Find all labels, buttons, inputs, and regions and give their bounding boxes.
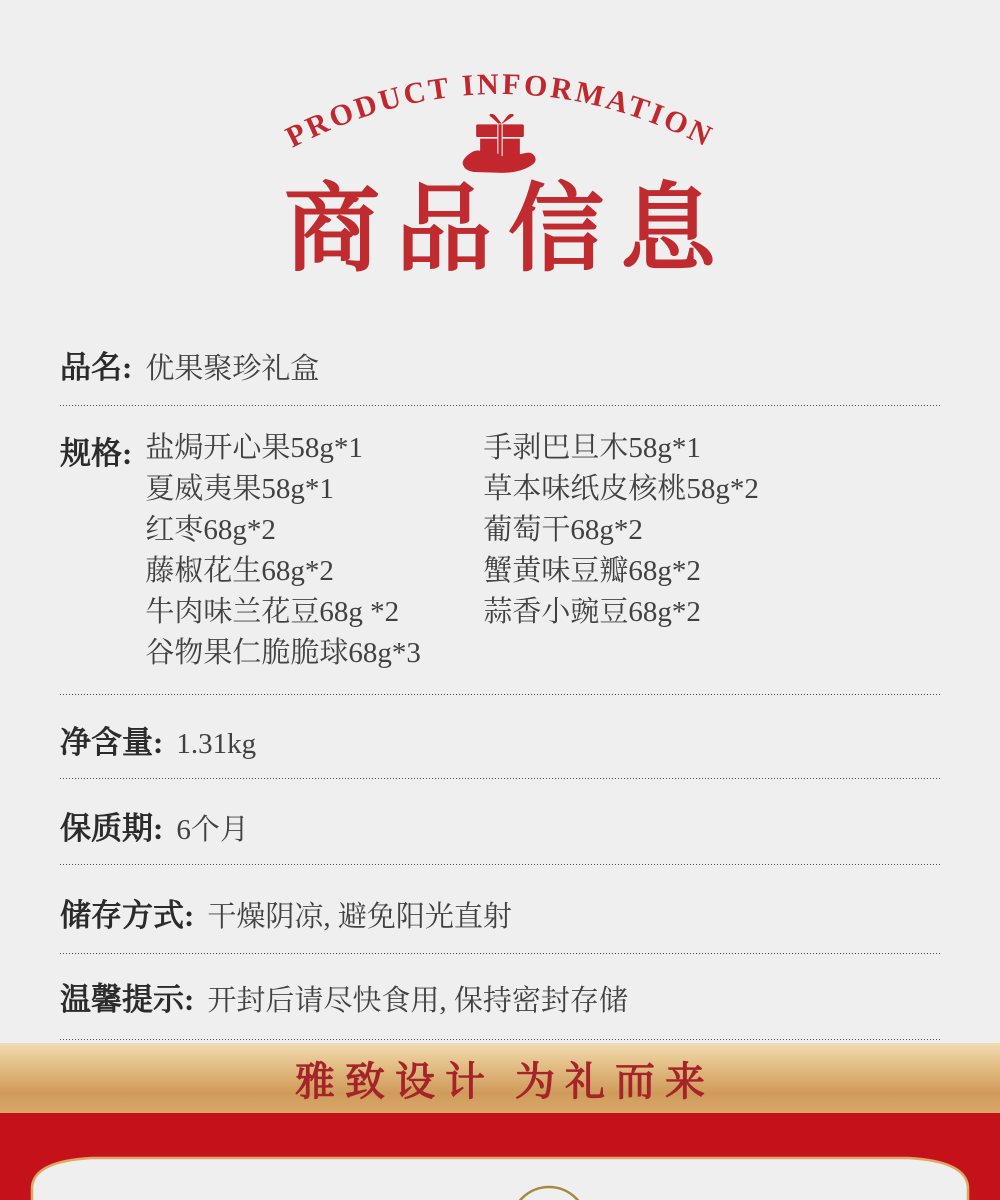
spec-item: 草本味纸皮核桃58g*2 xyxy=(483,473,759,505)
product-name-label: 品名: xyxy=(60,350,133,385)
spec-item: 谷物果仁脆脆球68g*3 xyxy=(145,637,421,669)
net-weight-label: 净含量: xyxy=(60,725,164,760)
banner-slogan: 雅致设计 为礼而来 xyxy=(295,1058,715,1104)
spec-item: 夏威夷果58g*1 xyxy=(145,473,334,505)
storage-value: 干燥阴凉, 避免阳光直射 xyxy=(207,901,512,933)
spec-item: 盐焗开心果58g*1 xyxy=(145,432,363,464)
row-product-name xyxy=(60,328,940,405)
row-tips xyxy=(60,954,940,1039)
spec-label: 规格: xyxy=(60,436,133,471)
spec-column-right xyxy=(483,428,940,674)
spec-item: 牛肉味兰花豆68g *2 xyxy=(145,596,400,628)
shelf-life-label: 保质期: xyxy=(60,811,164,846)
product-info-table xyxy=(60,328,940,1040)
spec-item: 蟹黄味豆瓣68g*2 xyxy=(483,555,701,587)
decorative-frame xyxy=(0,1113,1000,1200)
tips-label: 温馨提示: xyxy=(60,982,195,1017)
row-spec xyxy=(60,406,940,694)
spec-item: 手剥巴旦木58g*1 xyxy=(483,432,701,464)
tips-value: 开封后请尽快食用, 保持密封存储 xyxy=(207,985,628,1017)
spec-item: 葡萄干68g*2 xyxy=(483,514,643,546)
net-weight-value: 1.31kg xyxy=(176,728,257,760)
row-net-weight xyxy=(60,695,940,778)
spec-columns xyxy=(145,428,940,674)
spec-item: 蒜香小豌豆68g*2 xyxy=(483,596,701,628)
spec-item: 红枣68g*2 xyxy=(145,514,276,546)
red-footer-band xyxy=(0,1113,1000,1200)
gift-in-hand-icon xyxy=(458,114,542,176)
row-storage xyxy=(60,865,940,953)
divider xyxy=(60,1039,940,1040)
arc-subtitle-text: PRODUCT INFORMATION xyxy=(280,67,720,155)
product-name-value: 优果聚珍礼盒 xyxy=(145,353,320,385)
gold-banner xyxy=(0,1043,1000,1113)
page-title: 商品信息 xyxy=(284,176,732,283)
spec-item: 藤椒花生68g*2 xyxy=(145,555,334,587)
spec-column-left xyxy=(145,428,483,674)
row-shelf-life xyxy=(60,779,940,864)
shelf-life-value: 6个月 xyxy=(176,814,249,846)
storage-label: 储存方式: xyxy=(60,898,195,933)
